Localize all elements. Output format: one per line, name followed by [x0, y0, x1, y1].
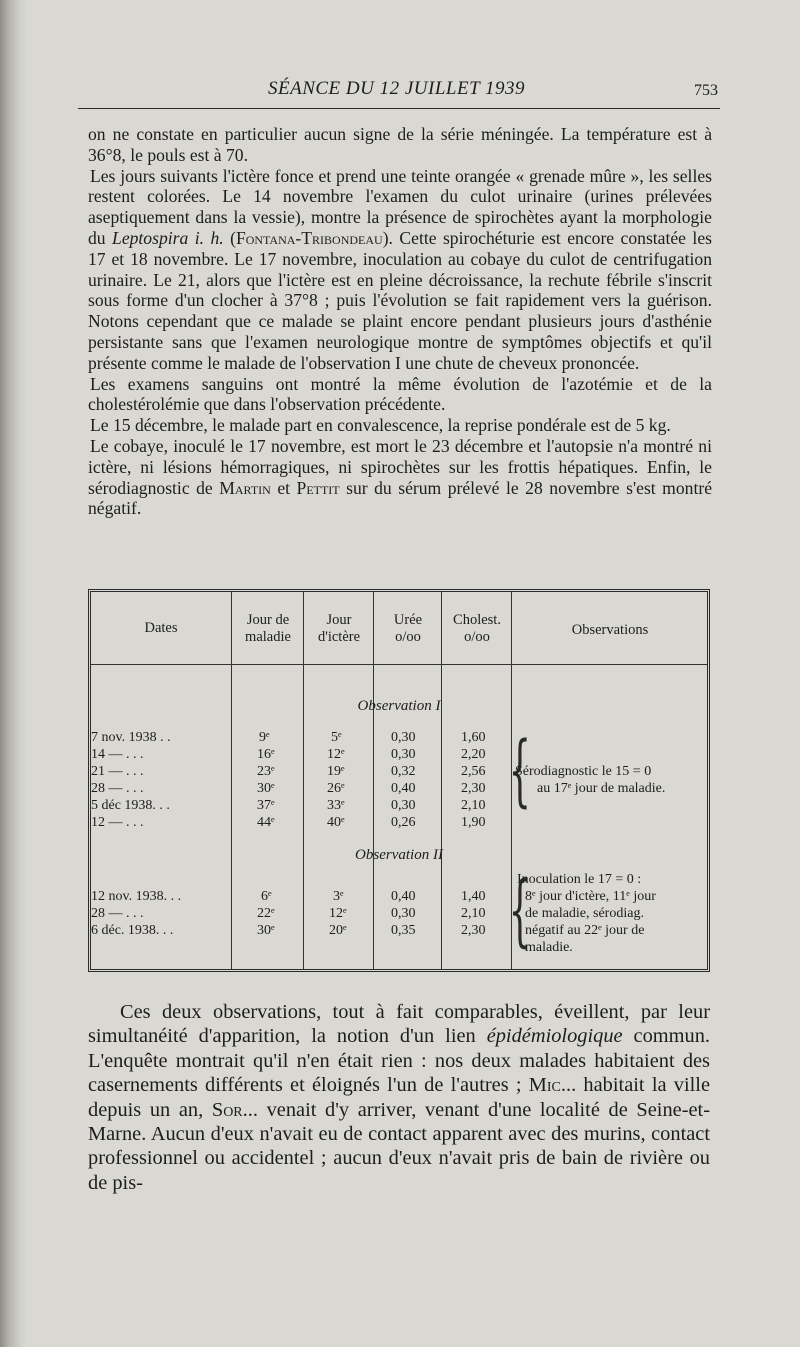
obs1-note-line-1: Sérodiagnostic le 15 = 0	[515, 764, 652, 779]
obs2-date-1: 12 nov. 1938. . .	[91, 889, 182, 904]
header-observations: Observations	[571, 622, 649, 638]
obs2-cholest-3: 2,30	[461, 923, 486, 938]
obs2-note-line-1: Inoculation le 17 = 0 :	[517, 872, 642, 887]
obs1-date-4: 28 — . . .	[91, 781, 144, 796]
header-rule	[78, 108, 720, 109]
observation-2-title: Observation II	[355, 847, 443, 863]
obs1-uree-1: 0,30	[391, 730, 416, 745]
paragraph-3: Les examens sanguins ont montré la même évolution de l'azotémie et de la cholestérolémie que dans l'observation précédente.	[88, 373, 712, 415]
obs2-maladie-3: 30ᵉ	[257, 923, 275, 938]
obs1-maladie-5: 37ᵉ	[257, 798, 275, 813]
page-header	[78, 76, 720, 104]
obs1-date-2: 14 — . . .	[91, 747, 144, 762]
header-jour-ictere: Jour d'ictère	[317, 612, 361, 645]
col-divider	[303, 592, 304, 969]
obs1-maladie-4: 30ᵉ	[257, 781, 275, 796]
obs1-date-1: 7 nov. 1938 . .	[91, 730, 171, 745]
obs2-cholest-1: 1,40	[461, 889, 486, 904]
obs1-ictere-2: 12ᵉ	[327, 747, 345, 762]
col-divider	[441, 592, 442, 969]
paragraph-2: Les jours suivants l'ictère fonce et prend une teinte orangée « grenade mûre », les selles restent colorées. Le 14 novembre l'examen du culot urinaire (urines prélevées aseptiquement dans la vessie), montre la présence de spirochètes ayant la morphologie du Leptospira i. h. (Fontana-Tribondeau). Cette spirochéturie est encore constatée les 17 et 18 novembre. Le 17 novembre, inoculation au cobaye du culot de centrifugation urinaire. Le 21, alors que l'ictère est en pleine décroissance, la rechute fébrile s'inscrit sous forme d'un clocher à 37°8 ; puis l'évolution se fait rapidement vers la guérison. Notons cependant que ce malade se plaint encore pendant plusieurs jours d'asthénie persistante sans que l'examen neurologique montre de symptômes objectifs et qu'il présente comme le malade de l'observation I une chute de cheveux prononcée.	[88, 165, 712, 373]
header-cholest: Cholest. o/oo	[453, 612, 501, 645]
obs1-cholest-4: 2,30	[461, 781, 486, 796]
obs2-note-line-2: 8ᵉ jour d'ictère, 11ᵉ jour	[525, 889, 656, 904]
paragraph-6: Ces deux observations, tout à fait comparables, éveillent, par leur simultanéité d'apparition, la notion d'un lien épidémiologique commun. L'enquête montrait qu'il n'en était rien : nos deux malades habitaient des casernements différents et éloignés l'un de l'autres ; Mic... habitait la ville depuis un an, Sor... venait d'y arriver, venant d'une localité de Seine-et-Marne. Aucun d'eux n'avait eu de contact apparent avec des murins, contact professionnel ou accidentel ; aucun d'eux n'avait pris de bain de rivière ou de pis-	[88, 1001, 711, 1194]
obs1-note-line-2: au 17ᵉ jour de maladie.	[537, 781, 666, 796]
obs1-date-3: 21 — . . .	[91, 764, 144, 779]
obs2-brace: {	[508, 866, 531, 956]
obs1-uree-6: 0,26	[391, 815, 416, 830]
page-number: 753	[694, 82, 718, 99]
obs1-uree-4: 0,40	[391, 781, 416, 796]
obs2-uree-3: 0,35	[391, 923, 416, 938]
obs2-ictere-1: 3ᵉ	[333, 889, 344, 904]
obs1-ictere-1: 5ᵉ	[331, 730, 342, 745]
obs1-brace: {	[508, 726, 531, 816]
header-jour-maladie: Jour de maladie	[245, 612, 291, 645]
obs2-uree-1: 0,40	[391, 889, 416, 904]
data-table-inner	[91, 592, 707, 969]
obs2-ictere-2: 12ᵉ	[329, 906, 347, 921]
obs1-maladie-2: 16ᵉ	[257, 747, 275, 762]
obs1-maladie-3: 23ᵉ	[257, 764, 275, 779]
col-divider	[373, 592, 374, 969]
obs1-uree-3: 0,32	[391, 764, 416, 779]
obs1-cholest-6: 1,90	[461, 815, 486, 830]
paragraph-5: Le cobaye, inoculé le 17 novembre, est mort le 23 décembre et l'autopsie n'a montré ni ictère, ni lésions hémorragiques, ni spirochètes sur les frottis hépatiques. Enfin, le sérodiagnostic de Martin et Pettit sur du sérum prélevé le 28 novembre s'est montré négatif.	[88, 435, 713, 519]
header-rule-table	[91, 664, 707, 665]
obs2-maladie-2: 22ᵉ	[257, 906, 275, 921]
obs1-ictere-6: 40ᵉ	[327, 815, 345, 830]
obs1-cholest-5: 2,10	[461, 798, 486, 813]
obs1-cholest-2: 2,20	[461, 747, 486, 762]
running-head: SÉANCE DU 12 JUILLET 1939	[268, 78, 526, 99]
paragraph-1: on ne constate en particulier aucun signe de la série méningée. La température est à 36°8, le pouls est à 70.	[88, 124, 712, 165]
observation-1-title: Observation I	[357, 698, 441, 714]
header-dates: Dates	[144, 620, 178, 636]
obs2-ictere-3: 20ᵉ	[329, 923, 347, 938]
obs1-ictere-3: 19ᵉ	[327, 764, 345, 779]
obs1-uree-2: 0,30	[391, 747, 416, 762]
obs2-note-line-3: de maladie, sérodiag.	[525, 906, 644, 921]
obs2-maladie-1: 6ᵉ	[261, 889, 272, 904]
obs2-date-2: 28 — . . .	[91, 906, 144, 921]
obs1-date-6: 12 — . . .	[91, 815, 144, 830]
obs1-maladie-1: 9ᵉ	[259, 730, 270, 745]
col-divider	[231, 592, 232, 969]
obs1-cholest-3: 2,56	[461, 764, 486, 779]
body-text-top	[88, 124, 712, 519]
obs2-date-3: 6 déc. 1938. . .	[91, 923, 174, 938]
header-uree: Urée o/oo	[393, 612, 423, 645]
obs1-cholest-1: 1,60	[461, 730, 486, 745]
obs2-note-line-5: maladie.	[525, 940, 573, 955]
obs1-ictere-5: 33ᵉ	[327, 798, 345, 813]
data-table	[88, 589, 710, 972]
obs1-ictere-4: 26ᵉ	[327, 781, 345, 796]
obs1-date-5: 5 déc 1938. . .	[91, 798, 170, 813]
obs2-note-line-4: négatif au 22ᵉ jour de	[525, 923, 645, 938]
paragraph-4: Le 15 décembre, le malade part en convalescence, la reprise pondérale est de 5 kg.	[90, 415, 671, 436]
body-text-bottom	[88, 1000, 710, 1195]
obs2-cholest-2: 2,10	[461, 906, 486, 921]
obs1-uree-5: 0,30	[391, 798, 416, 813]
obs1-maladie-6: 44ᵉ	[257, 815, 275, 830]
obs2-uree-2: 0,30	[391, 906, 416, 921]
